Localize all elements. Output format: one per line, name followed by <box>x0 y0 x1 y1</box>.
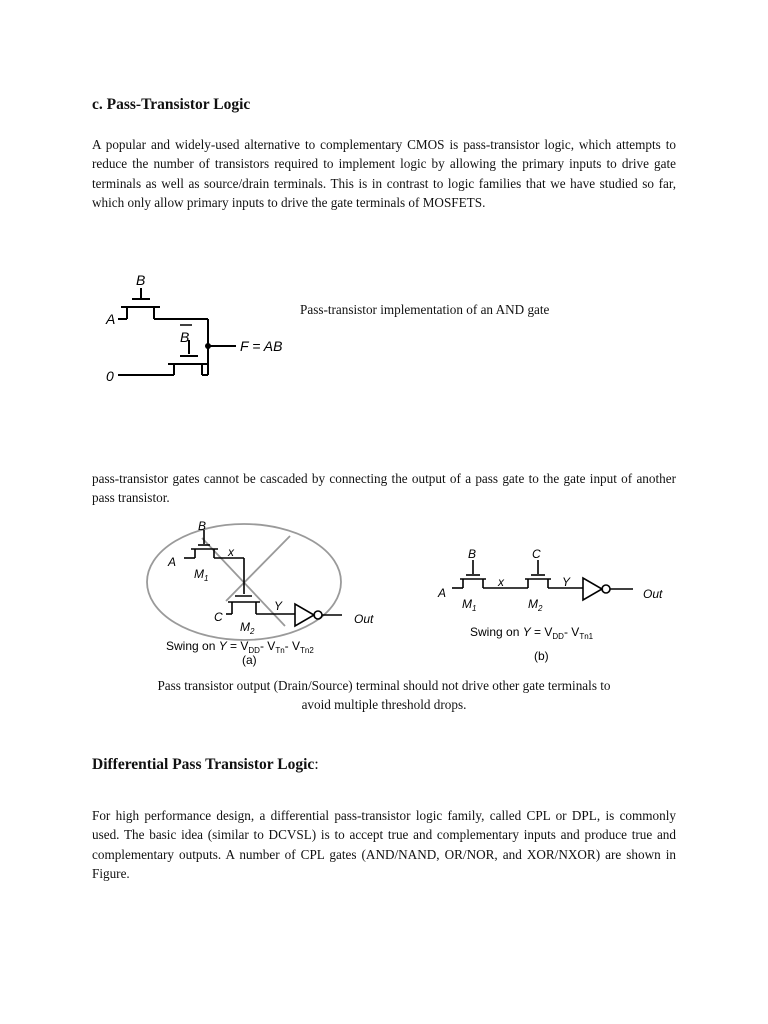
label-b: B <box>136 272 146 288</box>
panel-label-a: (a) <box>242 653 257 667</box>
section-heading: c. Pass-Transistor Logic <box>92 96 251 113</box>
label-a: A <box>438 586 447 600</box>
cascade-paragraph: pass-transistor gates cannot be cascaded by connecting the output of a pass gate to the gate input of another pass transistor. <box>92 471 676 506</box>
dpl-paragraph: For high performance design, a differential pass-transistor logic family, called CPL or DPL, is commonly used. The basic idea (similar to DCVSL) is to accept true and complementary inputs and produce true and complementary outputs. A number of CPL gates (AND/NAND, OR/NOR, and XOR/NXOR) are shown in Figure. <box>92 808 676 881</box>
label-m1: $M_1$ <box>462 597 477 613</box>
swing-equation: Swing on $Y = V_{DD}-$ $V_{Tn1}$ <box>470 625 594 641</box>
cascaded-pass-gate-figure-a <box>140 516 390 668</box>
label-out: Out <box>643 587 663 601</box>
figure1-caption: Pass-transistor implementation of an AND gate <box>300 302 550 317</box>
label-out: Out <box>354 612 374 626</box>
label-output-f: F = AB <box>240 338 283 354</box>
dpl-heading: Differential Pass Transistor Logic: <box>92 756 319 773</box>
label-m1: $M_1$ <box>194 567 209 583</box>
figure2-caption-line1: Pass transistor output (Drain/Source) terminal should not drive other gate terminals to <box>157 678 611 693</box>
label-c: C <box>532 547 541 561</box>
and-gate-schematic <box>96 268 296 390</box>
intro-paragraph: A popular and widely-used alternative to complementary CMOS is pass-transistor logic, which attempts to reduce the number of transistors required to implement logic by allowing the primary inputs to drive gate terminals as well as source/drain terminals. This is in contrast to logic families that we have studied so far, which only allow primary inputs to drive the gate terminals of MOSFETS. <box>92 137 676 210</box>
label-m2: $M_2$ <box>528 597 543 613</box>
label-b: B <box>468 547 477 561</box>
label-a: A <box>168 555 177 569</box>
figure2-caption <box>92 676 676 715</box>
label-b-bar: B <box>180 329 190 345</box>
label-c: C <box>214 610 223 624</box>
label-zero: 0 <box>106 368 114 384</box>
label-a: A <box>106 311 116 327</box>
label-x: x <box>498 575 504 589</box>
label-y: Y <box>274 599 283 613</box>
label-x: x <box>228 545 234 559</box>
label-m2: $M_2$ <box>240 620 255 636</box>
panel-label-b: (b) <box>534 649 549 663</box>
label-b: B <box>198 519 207 533</box>
label-y: Y <box>562 575 571 589</box>
swing-equation: Swing on $Y = V_{DD}-$ $V_{Tn}-$ $V_{Tn2}$ <box>166 639 314 655</box>
figure2-caption-line2: avoid multiple threshold drops. <box>301 697 467 713</box>
pass-gate-figure-b <box>428 546 678 666</box>
